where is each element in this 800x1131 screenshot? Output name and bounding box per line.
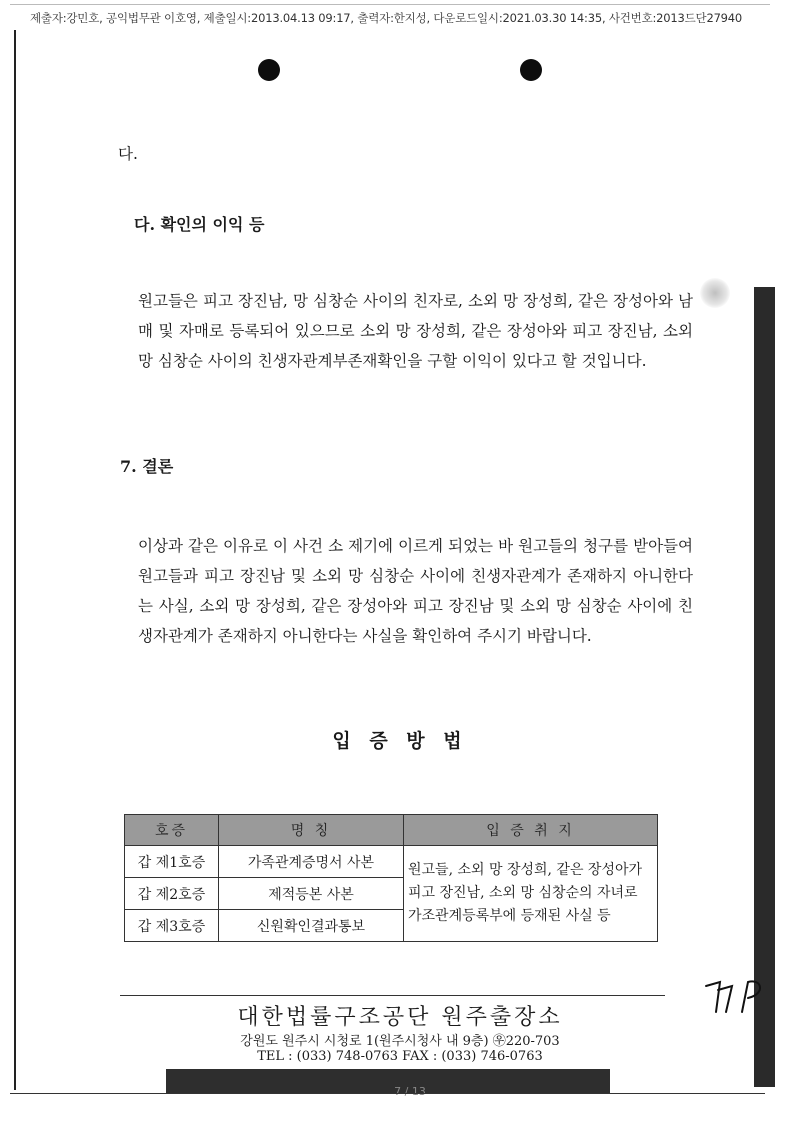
section-heading-benefit: 다. 확인의 이익 등 bbox=[134, 215, 265, 234]
page-number: 7 / 13 bbox=[394, 1085, 426, 1098]
scan-left-edge bbox=[14, 30, 16, 1090]
footer-organization: 대한법률구조공단 원주출장소 bbox=[237, 1005, 563, 1030]
paragraph-conclusion: 이상과 같은 이유로 이 사건 소 제기에 이르게 되었는 바 원고들의 청구를 받아들여 원고들과 피고 장진남 및 소외 망 심창순 사이에 친생자관계가 존재하지 아니한다는 사실, 소외 망 장성희, 같은 장성아와 피고 장진남 및 소외 망 심창순 사이에 친생자관계가 존재하지 아니한다는 사실을 확인하여 주시기 바랍니다. bbox=[138, 537, 693, 645]
header-cell-name: 명 칭 bbox=[219, 815, 404, 846]
scan-smudge bbox=[700, 278, 730, 308]
evidence-name: 제적등본 사본 bbox=[219, 878, 404, 910]
evidence-number: 갑 제3호증 bbox=[125, 910, 219, 942]
footer-address: 강원도 원주시 시청로 1(원주시청사 내 9층) ㉾220-703 bbox=[240, 1034, 560, 1049]
scan-edge-bar bbox=[754, 287, 775, 1087]
evidence-name: 가족관계증명서 사본 bbox=[219, 846, 404, 878]
evidence-number: 갑 제2호증 bbox=[125, 878, 219, 910]
scan-top-rule bbox=[10, 4, 770, 5]
evidence-title: 입 증 방 법 bbox=[332, 730, 468, 752]
footer-contact: TEL : (033) 748-0763 FAX : (033) 746-0763 bbox=[257, 1049, 543, 1064]
punch-hole-left bbox=[258, 59, 280, 81]
evidence-table-header bbox=[125, 815, 658, 846]
scan-bottom-rule bbox=[10, 1093, 765, 1094]
evidence-number: 갑 제1호증 bbox=[125, 846, 219, 878]
continued-text: 다. bbox=[118, 145, 138, 163]
table-row bbox=[125, 846, 658, 878]
evidence-name: 신원확인결과통보 bbox=[219, 910, 404, 942]
paragraph-benefit: 원고들은 피고 장진남, 망 심창순 사이의 친자로, 소외 망 장성희, 같은 장성아와 남매 및 자매로 등록되어 있으므로 소외 망 장성희, 같은 장성아와 피고 장진남, 소외 망 심창순 사이의 친생자관계부존재확인을 구할 이익이 있다고 할 것입니다. bbox=[138, 292, 693, 370]
evidence-purpose: 원고들, 소외 망 장성희, 같은 장성아가 피고 장진남, 소외 망 심창순의 자녀로 가조관계등록부에 등재된 사실 등 bbox=[404, 846, 658, 942]
document-info-header: 제출자:강민호, 공익법무관 이호영, 제출일시:2013.04.13 09:17, 출력자:한지성, 다운로드일시:2021.03.30 14:35, 사건번호:2013드단27940 bbox=[30, 11, 743, 25]
evidence-table bbox=[124, 814, 658, 942]
header-cell-number: 호증 bbox=[125, 815, 219, 846]
header-cell-purpose: 입 증 취 지 bbox=[404, 815, 658, 846]
punch-hole-right bbox=[520, 59, 542, 81]
section-heading-conclusion: 7. 결론 bbox=[120, 457, 174, 476]
footer-divider bbox=[120, 995, 665, 996]
